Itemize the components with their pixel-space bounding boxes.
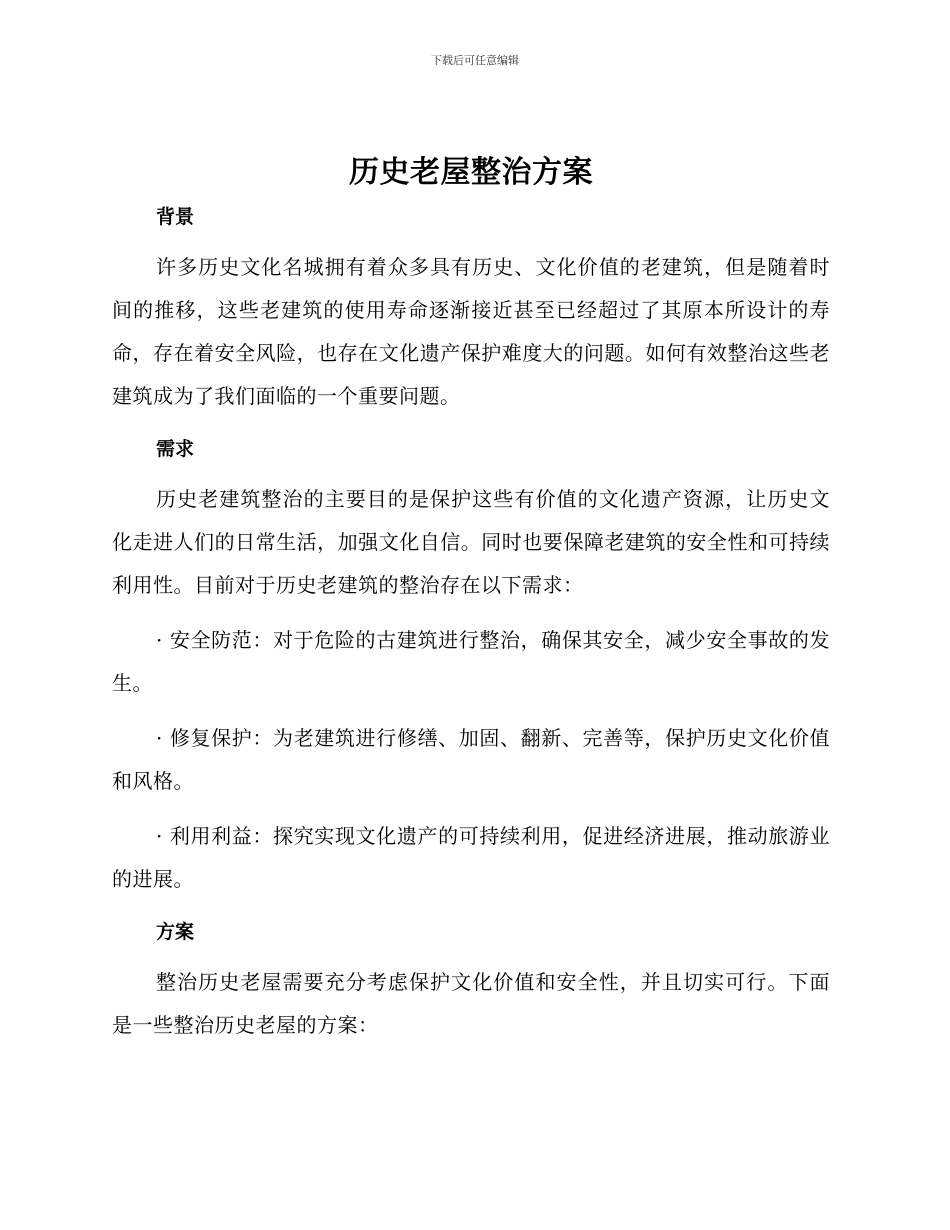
paragraph-requirements: 历史老建筑整治的主要目的是保护这些有价值的文化遗产资源，让历史文化走进人们的日常生活，加强文化自信。同时也要保障老建筑的安全性和可持续利用性。目前对于历史老建筑的整治存在以下需求： — [112, 487, 830, 597]
paragraph-plan: 整治历史老屋需要充分考虑保护文化价值和安全性，并且切实可行。下面是一些整治历史老屋的方案： — [112, 970, 830, 1037]
spacer — [112, 951, 830, 961]
spacer — [112, 901, 830, 913]
spacer — [112, 236, 830, 246]
spacer — [112, 803, 830, 815]
section-requirements — [112, 430, 830, 913]
spacer — [112, 705, 830, 717]
spacer — [112, 468, 830, 478]
header-note: 下载后可任意编辑 — [431, 54, 519, 67]
list-item-safety: · 安全防范：对于危险的古建筑进行整治，确保其安全，减少安全事故的发生。 — [112, 628, 830, 695]
spacer — [112, 607, 830, 619]
section-background — [112, 198, 830, 430]
document-title: 历史老屋整治方案 — [349, 155, 593, 190]
document-body — [112, 148, 830, 1047]
spacer — [112, 418, 830, 430]
section-heading-background: 背景 — [156, 206, 195, 228]
list-item-utilization: · 利用利益：探究实现文化遗产的可持续利用，促进经济进展，推动旅游业的进展。 — [112, 824, 830, 891]
section-heading-plan: 方案 — [156, 921, 195, 943]
paragraph-background: 许多历史文化名城拥有着众多具有历史、文化价值的老建筑，但是随着时间的推移，这些老建筑的使用寿命逐渐接近甚至已经超过了其原本所设计的寿命，存在着安全风险，也存在文化遗产保护难度大的问题。如何有效整治这些老建筑成为了我们面临的一个重要问题。 — [112, 255, 830, 408]
section-heading-requirements: 需求 — [156, 438, 195, 460]
list-item-repair: · 修复保护：为老建筑进行修缮、加固、翻新、完善等，保护历史文化价值和风格。 — [112, 726, 830, 793]
section-plan — [112, 913, 830, 1047]
